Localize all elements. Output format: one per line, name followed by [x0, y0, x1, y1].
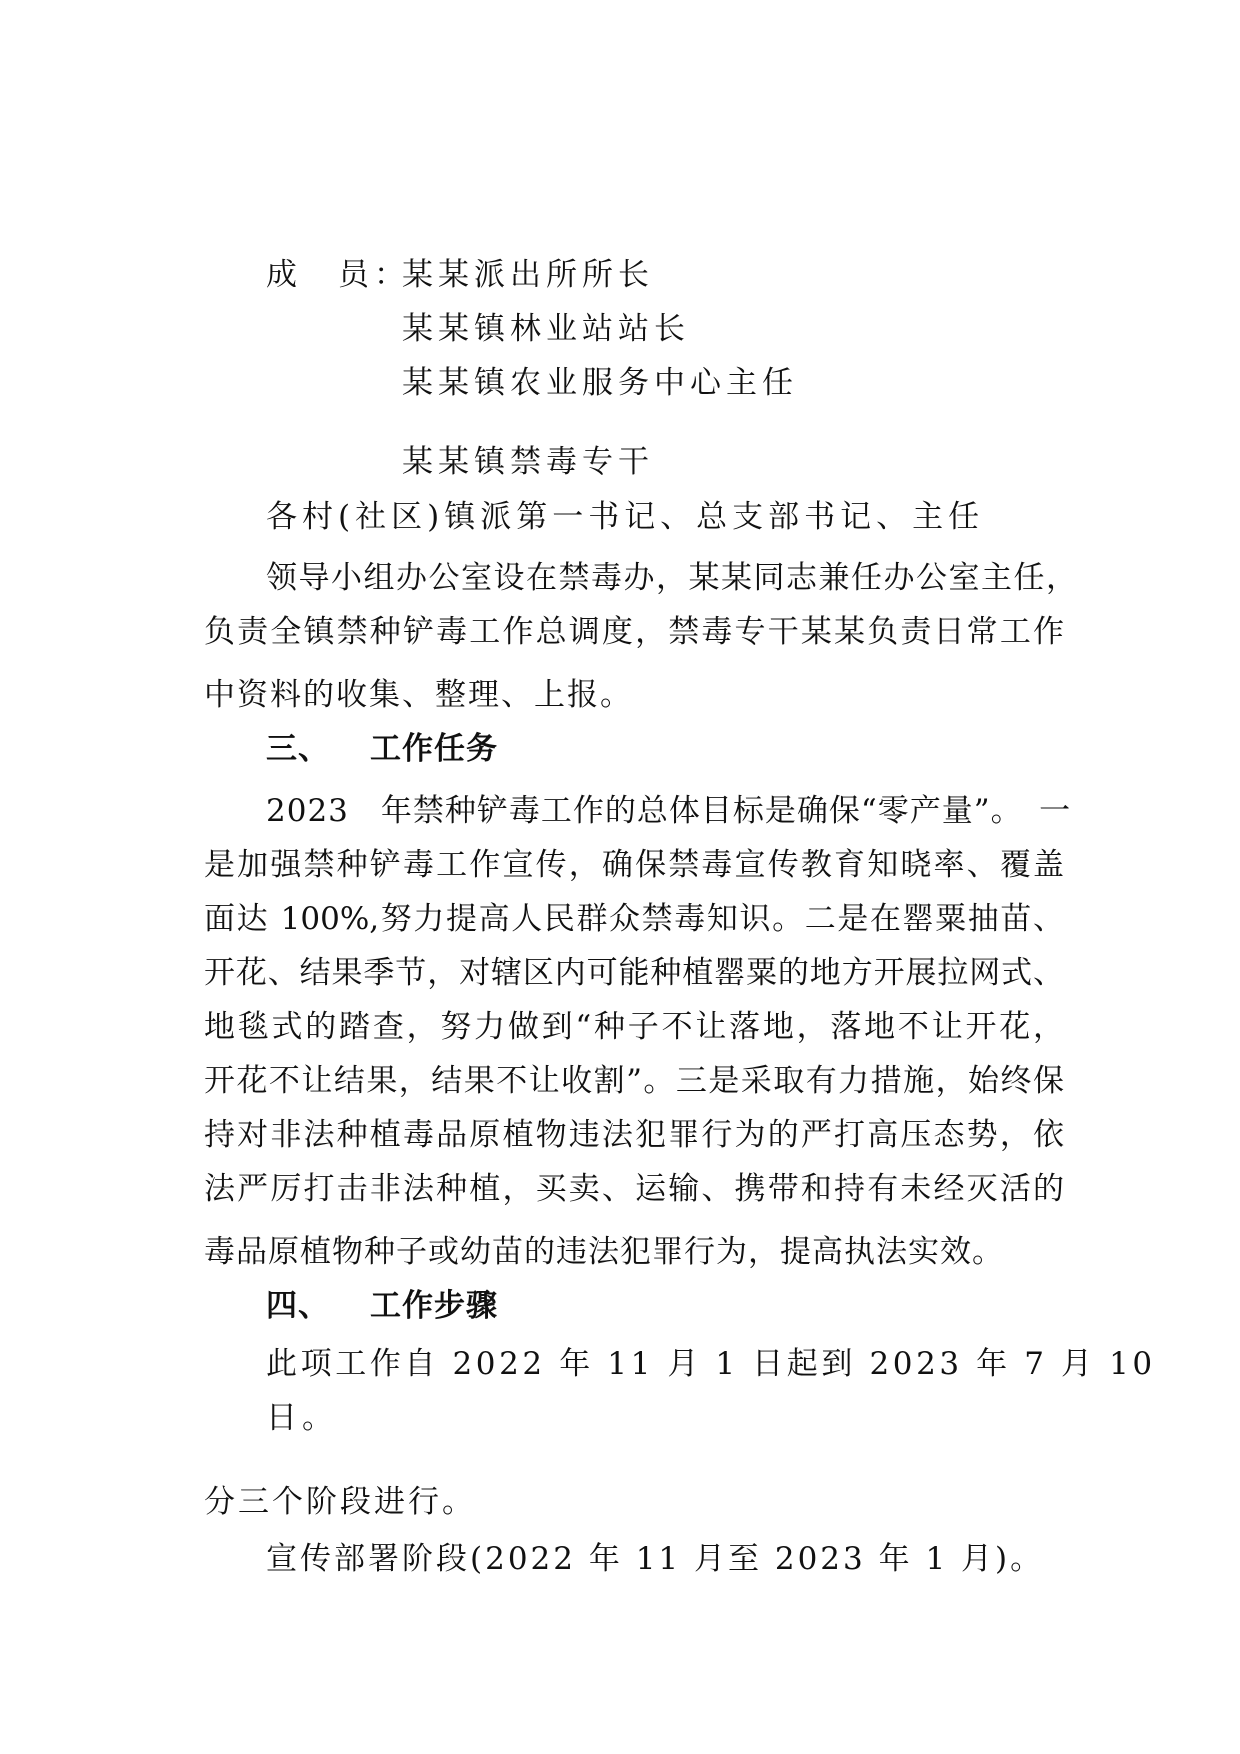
work-period-line: 此项工作自 2022 年 11 月 1 日起到 2023 年 7 月 10 [266, 1346, 1156, 1382]
section-3-line-9: 毒品原植物种子或幼苗的违法犯罪行为，提高执法实效。 [204, 1234, 1004, 1270]
section-3-line-5: 地毯式的踏查，努力做到“种子不让落地，落地不让开花， [204, 1009, 1064, 1045]
section-3-line-8: 法严厉打击非法种植，买卖、运输、携带和持有未经灭活的 [204, 1171, 1064, 1207]
section-3-number: 三、 [266, 731, 330, 767]
section-3-heading [266, 729, 498, 769]
member-line-3: 某某镇农业服务中心主任 [402, 365, 798, 401]
section-3-line-7: 持对非法种植毒品原植物违法犯罪行为的严打高压态势，依 [204, 1117, 1064, 1153]
section-4-title: 工作步骤 [370, 1288, 498, 1324]
section-3-line-3: 面达 100%,努力提高人民群众禁毒知识。二是在罂粟抽苗、 [204, 901, 1064, 937]
section-4-heading [266, 1286, 498, 1326]
section-3-line-6: 开花不让结果，结果不让收割”。三是采取有力措施，始终保 [204, 1063, 1064, 1099]
member-line-1: 某某派出所所长 [402, 257, 654, 293]
section-3-title: 工作任务 [370, 731, 498, 767]
member-line-4: 某某镇禁毒专干 [402, 444, 654, 480]
phases-intro: 分三个阶段进行。 [204, 1484, 476, 1520]
section-4-number: 四、 [266, 1288, 330, 1324]
office-paragraph-line-1: 领导小组办公室设在禁毒办，某某同志兼任办公室主任， [266, 560, 1079, 596]
section-3-line-4: 开花、结果季节，对辖区内可能种植罂粟的地方开展拉网式、 [204, 955, 1064, 991]
office-paragraph-line-2: 负责全镇禁种铲毒工作总调度，禁毒专干某某负责日常工作 [204, 614, 1064, 650]
section-3-line-1: 2023 年禁种铲毒工作的总体目标是确保“零产量”。 一 [266, 793, 1072, 829]
section-3-line-2: 是加强禁种铲毒工作宣传，确保禁毒宣传教育知晓率、覆盖 [204, 847, 1064, 883]
village-members-line: 各村(社区)镇派第一书记、总支部书记、主任 [266, 499, 985, 535]
phase-1-line: 宣传部署阶段(2022 年 11 月至 2023 年 1 月)。 [266, 1541, 1045, 1577]
work-period-end: 日。 [266, 1400, 338, 1436]
member-line-2: 某某镇林业站站长 [402, 311, 690, 347]
members-label: 成 员： [266, 257, 410, 293]
office-paragraph-line-3: 中资料的收集、整理、上报。 [204, 677, 633, 713]
